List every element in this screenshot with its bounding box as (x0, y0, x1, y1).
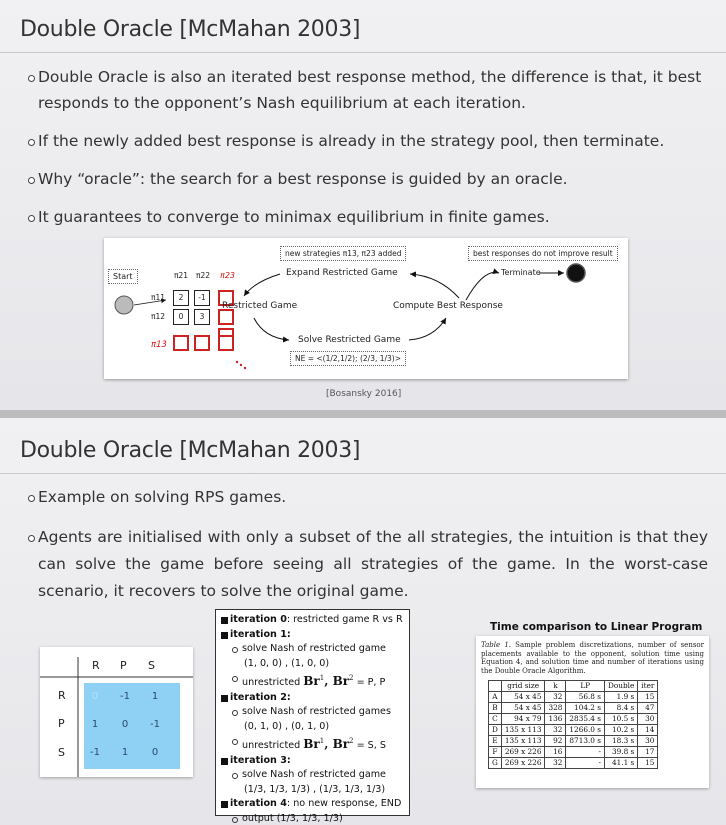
lp-comparison-card (476, 636, 709, 788)
matrix-cell: 0 (173, 309, 189, 325)
col-header: π21 (174, 271, 189, 280)
iteration-3-step: solve Nash of restricted game (220, 768, 405, 783)
iteration-4: iteration 4: no new response, END (220, 797, 405, 812)
table-cell: 32 (545, 725, 566, 736)
diagram-caption: [Bosansky 2016] (326, 389, 402, 399)
new-strategies-note: new strategies π13, π23 added (280, 246, 406, 261)
rps-payoff-table (40, 647, 193, 777)
iteration-3: iteration 3: (220, 754, 405, 769)
table-cell: - (566, 747, 605, 758)
rps-row-label: R (58, 689, 66, 702)
slide-2-title: Double Oracle [McMahan 2003] (20, 438, 361, 463)
slide-1-bullets (28, 64, 708, 230)
iteration-4-output: output (1/3, 1/3, 1/3) (220, 812, 405, 825)
table-cell: 30 (638, 736, 658, 747)
table-cell: 15 (638, 692, 658, 703)
table-header: grid size (501, 681, 545, 692)
table-row (489, 725, 658, 736)
rps-cell: 1 (151, 691, 159, 702)
table-cell: A (489, 692, 502, 703)
bullet: Why “oracle”: the search for a best response is guided by an oracle. (28, 166, 708, 192)
rps-col-label: S (148, 659, 155, 672)
slide-separator (0, 410, 726, 418)
double-oracle-diagram (104, 238, 628, 379)
table-cell: 47 (638, 703, 658, 714)
iteration-1-br: unrestricted Br$^1$, Br$^2$ = P, P (220, 671, 405, 691)
rps-row-label: S (58, 746, 65, 759)
new-strategy-cell (218, 335, 234, 351)
table-cell: E (489, 736, 502, 747)
best-response-symbol: 1 (319, 737, 325, 745)
rps-cell: -1 (90, 747, 100, 758)
table-cell: 1266.0 s (566, 725, 605, 736)
rps-col-label: R (92, 659, 100, 672)
table-cell: 8.4 s (605, 703, 638, 714)
rps-row-label: P (58, 717, 65, 730)
bullet: Example on solving RPS games. (28, 484, 708, 510)
slide-1 (0, 0, 726, 410)
lp-table-caption: Table 1. Sample problem discretizations, number of sensor placements available to the opponent, solution time using Equation 4, and solution time and number of iterations using the Double Oracle Algorithm. (481, 641, 704, 675)
rps-cell: 1 (91, 719, 99, 730)
table-cell: 8713.0 s (566, 736, 605, 747)
ne-note: NE = <(1/2,1/2); (2/3, 1/3)> (290, 351, 406, 366)
row-header: π11 (151, 293, 166, 302)
table-header: LP (566, 681, 605, 692)
iteration-3-nash: (1/3, 1/3, 1/3) , (1/3, 1/3, 1/3) (244, 783, 386, 795)
table-row (489, 714, 658, 725)
table-row (489, 758, 658, 769)
start-label: Start (108, 269, 138, 284)
table-cell: 32 (545, 692, 566, 703)
table-cell: C (489, 714, 502, 725)
rps-col-label: P (120, 659, 127, 672)
matrix-cell: 3 (194, 309, 210, 325)
table-header (489, 681, 502, 692)
slide-2-bullets (28, 484, 708, 605)
table-cell: 2835.4 s (566, 714, 605, 725)
new-strategy-cell (194, 335, 210, 351)
table-cell: 328 (545, 703, 566, 714)
matrix-cell: -1 (194, 290, 210, 306)
new-row-header: π13 (151, 340, 167, 350)
best-response-symbol: Br (303, 737, 320, 751)
table-cell: 10.2 s (605, 725, 638, 736)
table-cell: 135 x 113 (501, 725, 545, 736)
iteration-1-step: solve Nash of restricted game (220, 642, 405, 657)
bullet: If the newly added best response is already in the strategy pool, then terminate. (28, 128, 708, 154)
best-response-symbol: Br (332, 737, 350, 751)
iteration-2-nash: (0, 1, 0) , (0, 1, 0) (244, 720, 330, 732)
table-row (489, 703, 658, 714)
table-cell: F (489, 747, 502, 758)
best-response-symbol: 2 (349, 674, 354, 682)
table-cell: 269 x 226 (501, 747, 545, 758)
restricted-game-label: Restricted Game (222, 301, 298, 311)
terminate-node (567, 264, 585, 282)
table-cell: 1.9 s (605, 692, 638, 703)
table-cell: 17 (638, 747, 658, 758)
rps-cell: -1 (150, 719, 160, 730)
iteration-2-step: solve Nash of restricted games (220, 705, 405, 720)
table-header: Double (605, 681, 638, 692)
matrix-cell: 2 (173, 290, 189, 306)
new-strategy-cell (218, 309, 234, 325)
iteration-0: iteration 0: restricted game R vs R (220, 613, 405, 628)
table-cell: 10.5 s (605, 714, 638, 725)
start-node (115, 296, 133, 314)
table-cell: 136 (545, 714, 566, 725)
lp-comparison-title: Time comparison to Linear Program (490, 621, 703, 633)
table-cell: B (489, 703, 502, 714)
solve-label: Solve Restricted Game (298, 335, 401, 345)
new-col-header: π23 (220, 271, 235, 280)
col-header: π22 (196, 271, 211, 280)
table-cell: 39.8 s (605, 747, 638, 758)
table-cell: 92 (545, 736, 566, 747)
best-response-symbol: 2 (349, 737, 354, 745)
no-improve-note: best responses do not improve result (468, 246, 618, 261)
table-cell: 16 (545, 747, 566, 758)
table-cell: 135 x 113 (501, 736, 545, 747)
rps-cell: -1 (120, 691, 130, 702)
table-cell: 18.3 s (605, 736, 638, 747)
table-cell: 41.1 s (605, 758, 638, 769)
title-rule (0, 52, 726, 53)
table-row (489, 747, 658, 758)
best-response-symbol: Br (332, 674, 350, 688)
row-header: π12 (151, 312, 166, 321)
best-response-symbol: Br (303, 674, 320, 688)
table-row (489, 692, 658, 703)
iteration-2: iteration 2: (220, 691, 405, 706)
rps-cell: 0 (121, 719, 129, 730)
table-header: k (545, 681, 566, 692)
iteration-2-br: unrestricted Br$^1$, Br$^2$ = S, S (220, 734, 405, 754)
bullet: Double Oracle is also an iterated best response method, the difference is that, it best responds to the opponent’s Nash equilibrium at each iteration. (28, 64, 708, 116)
table-cell: 54 x 45 (501, 703, 545, 714)
lp-comparison-table (488, 680, 658, 769)
rps-cell: 1 (121, 747, 129, 758)
table-cell: 104.2 s (566, 703, 605, 714)
table-row (489, 736, 658, 747)
table-cell: 56.8 s (566, 692, 605, 703)
table-cell: - (566, 758, 605, 769)
bullet: It guarantees to converge to minimax equilibrium in finite games. (28, 204, 708, 230)
expand-label: Expand Restricted Game (286, 268, 398, 278)
iterations-box (215, 609, 410, 824)
table-cell: 32 (545, 758, 566, 769)
table-header-row (489, 681, 658, 692)
rps-cell: 0 (151, 747, 159, 758)
best-response-symbol: 1 (319, 674, 325, 682)
iteration-1-nash: (1, 0, 0) , (1, 0, 0) (244, 657, 330, 669)
iteration-1: iteration 1: (220, 628, 405, 643)
slide-1-title: Double Oracle [McMahan 2003] (20, 17, 361, 42)
terminate-label: Terminate (501, 268, 541, 277)
table-cell: 14 (638, 725, 658, 736)
title-rule (0, 473, 726, 474)
table-cell: D (489, 725, 502, 736)
new-strategy-cell (173, 335, 189, 351)
compute-label: Compute Best Response (393, 301, 503, 311)
bullet: Agents are initialised with only a subset of the all strategies, the intuition is that they can solve the game before seeing all strategies of the game. In the worst-case scenario, it recovers to solve the original game. (28, 524, 708, 605)
table-cell: 269 x 226 (501, 758, 545, 769)
table-header: iter (638, 681, 658, 692)
table-cell: 94 x 79 (501, 714, 545, 725)
table-cell: 54 x 45 (501, 692, 545, 703)
table-cell: 15 (638, 758, 658, 769)
rps-cell: 0 (91, 691, 99, 702)
table-cell: 30 (638, 714, 658, 725)
table-cell: G (489, 758, 502, 769)
